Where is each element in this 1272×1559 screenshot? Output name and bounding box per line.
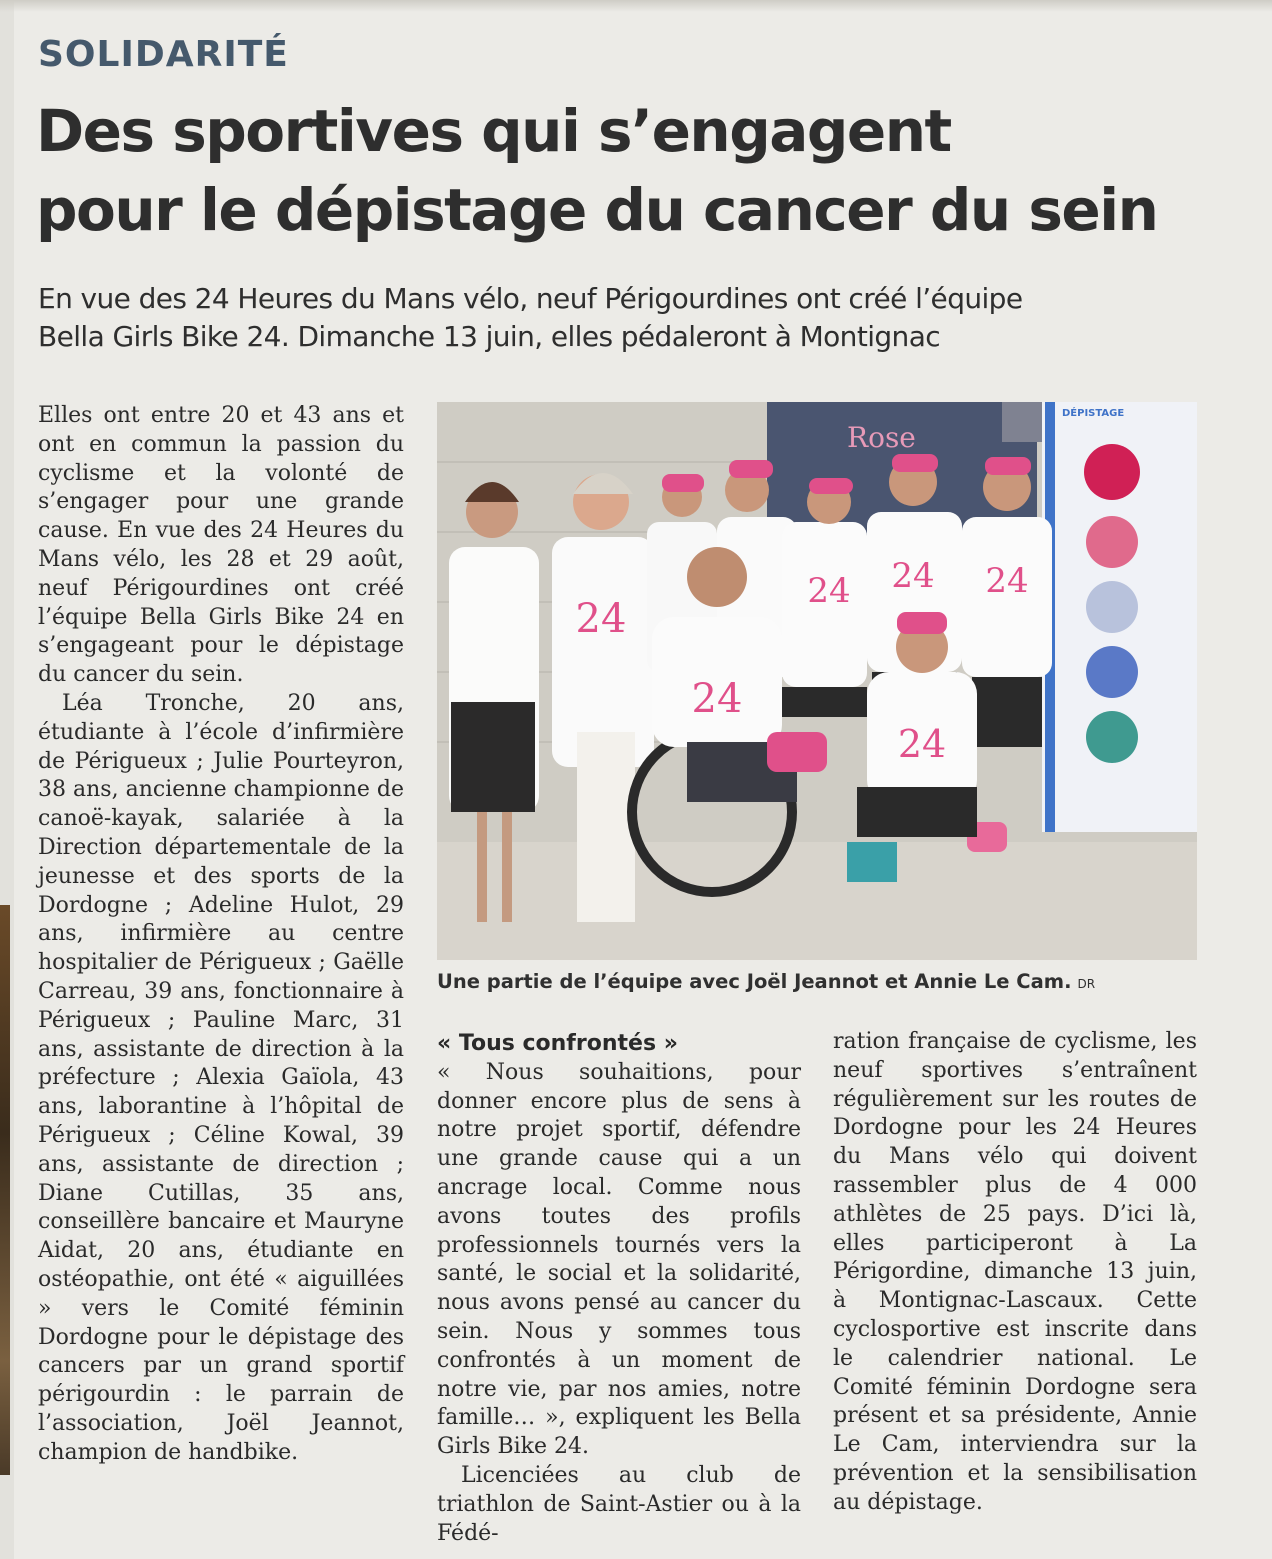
svg-text:24: 24	[891, 556, 935, 596]
banner-text: Rose	[847, 421, 916, 454]
svg-text:24: 24	[985, 561, 1029, 601]
headline-line-1: Des sportives qui s’engagent	[36, 97, 951, 165]
section-kicker: SOLIDARITÉ	[38, 34, 289, 75]
svg-text:24: 24	[691, 676, 743, 722]
photo-credit: DR	[1077, 977, 1096, 991]
body-paragraph-1: Elles ont entre 20 et 43 ans et ont en commun la passion du cyclisme et la volonté de s’engager pour une grande cause. En vue des 24 Heures du Mans vélo, les 28 et 29 août, neuf Périgourdines ont créé l’équipe Bella Girls Bike 24 en s’engageant pour le dépistage du cancer du sein.	[38, 403, 404, 688]
column-3	[833, 1028, 1197, 1518]
team-photo-illustration	[437, 402, 1197, 960]
svg-text:24: 24	[575, 596, 627, 642]
caption-text: Une partie de l’équipe avec Joël Jeannot et Annie Le Cam.	[437, 970, 1072, 993]
section-subhead: « Tous confrontés »	[437, 1031, 678, 1056]
standfirst-line-2: Bella Girls Bike 24. Dimanche 13 juin, elles pédaleront à Montignac	[38, 320, 941, 353]
panel-title: DÉPISTAGE	[1062, 408, 1125, 419]
svg-text:24: 24	[897, 722, 947, 766]
photo-caption	[437, 970, 1197, 993]
team-photo	[437, 402, 1197, 960]
standfirst-line-1: En vue des 24 Heures du Mans vélo, neuf Périgourdines ont créé l’équipe	[38, 282, 1023, 315]
previous-article-bleed	[0, 0, 1272, 12]
adjacent-page-photo-strip	[0, 905, 10, 1475]
body-paragraph-4-continued: ration française de cyclisme, les neuf sportives s’entraînent régulièrement sur les routes de Dordogne pour les 24 Heures du Mans vélo qui doivent rassembler plus de 4 000 athlètes de 25 pays. D’ici là, elles participeront à La Périgordine, dimanche 13 juin, à Montignac-Lascaux. Cette cyclosportive est inscrite dans le calendrier national. Le Comité féminin Dordogne sera présent et sa présidente, Annie Le Cam, interviendra sur la prévention et la sensibilisation au dépistage.	[833, 1029, 1197, 1515]
svg-text:24: 24	[807, 571, 851, 611]
column-1	[38, 402, 404, 1467]
body-paragraph-4-start: Licenciées au club de triathlon de Saint-Astier ou à la Fédé-	[437, 1462, 801, 1546]
column-2	[437, 1030, 801, 1548]
body-paragraph-2: Léa Tronche, 20 ans, étudiante à l’école d’infirmière de Périgueux ; Julie Pourteyron, 38 ans, ancienne championne de canoë-kayak, salariée à la Direction départementale de la jeunesse et des sports de la Dordogne ; Adeline Hulot, 29 ans, infirmière au centre hospitalier de Périgueux ; Gaëlle Carreau, 39 ans, fonctionnaire à Périgueux ; Pauline Marc, 31 ans, assistante de direction à la préfecture ; Alexia Gaïola, 43 ans, laborantine à l’hôpital de Périgueux ; Céline Kowal, 39 ans, assistante de direction ; Diane Cutillas, 35 ans, conseillère bancaire et Mauryne Aidat, 20 ans, étudiante en ostéopathie, ont été « aiguillées » vers le Comité féminin Dordogne pour le dépistage des cancers par un grand sportif périgourdin : le parrain de l’association, Joël Jeannot, champion de handbike.	[38, 690, 404, 1465]
headline	[36, 92, 1236, 250]
headline-line-2: pour le dépistage du cancer du sein	[36, 176, 1158, 244]
standfirst	[38, 280, 1238, 356]
body-paragraph-3: « Nous souhaitions, pour donner encore plus de sens à notre projet sportif, défendre une grande cause qui a un ancrage local. Comme nous avons toutes des profils professionnels tournés vers la santé, le social et la solidarité, nous avons pensé au cancer du sein. Nous y sommes tous confrontés à un moment de notre vie, par nos amies, notre famille… », expliquent les Bella Girls Bike 24.	[437, 1059, 801, 1460]
